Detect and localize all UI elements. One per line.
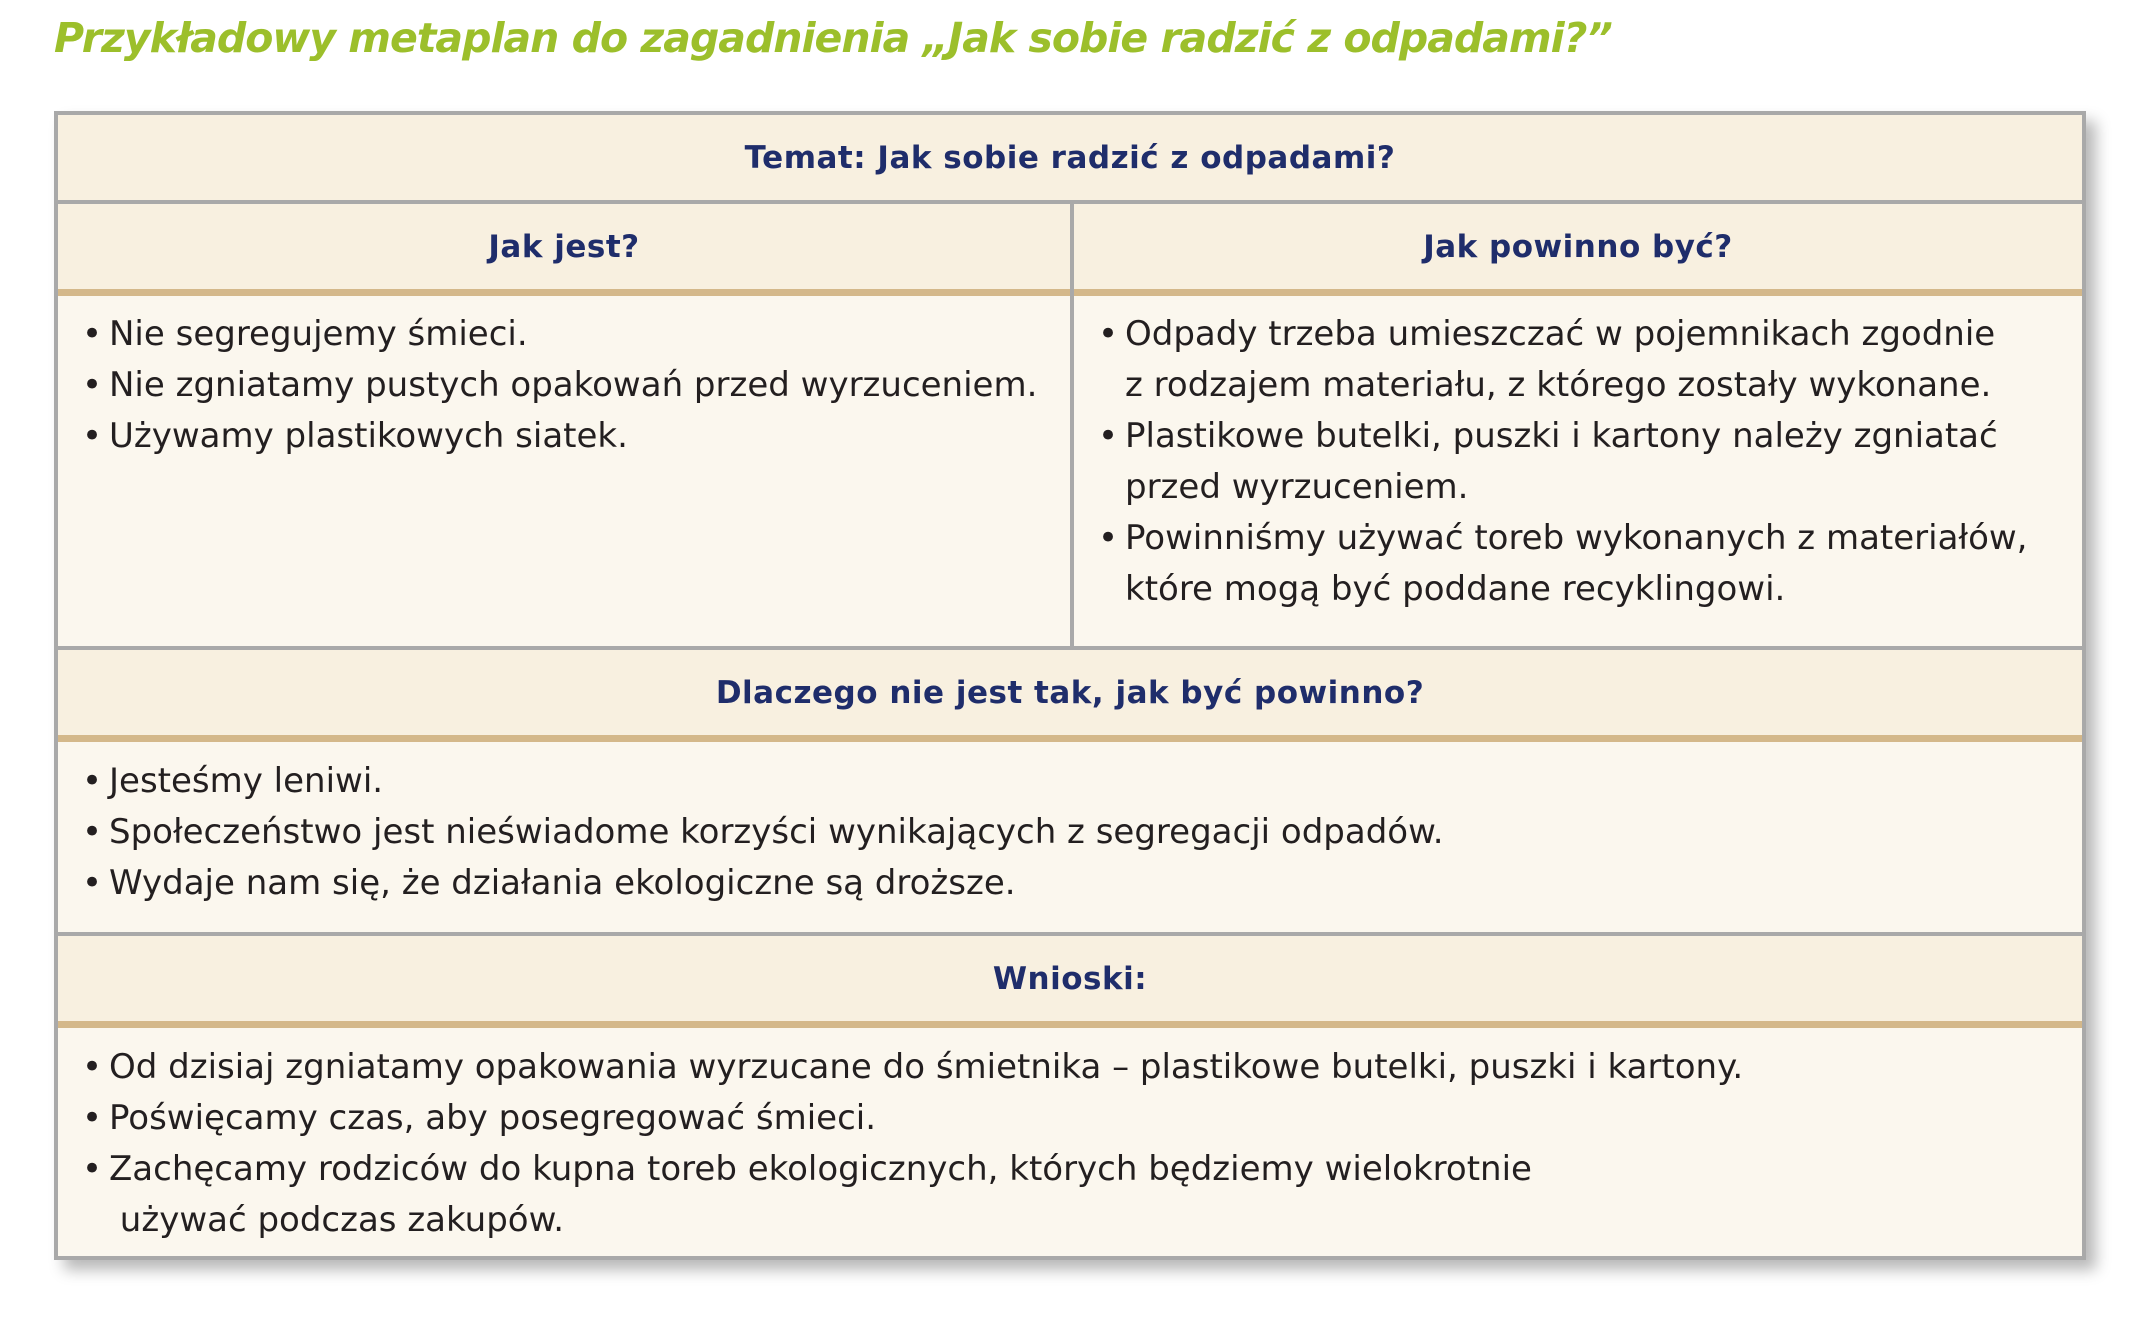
column-divider [1070,204,1074,646]
list-item [76,858,2076,909]
accent-divider [58,1021,2082,1028]
list-item-text: Zachęcamy rodziców do kupna toreb ekologicznych, których będziemy wielokrotnie [109,1149,1532,1189]
is-cell [76,309,1066,639]
topic-header: Temat: Jak sobie radzić z odpadami? [58,115,2082,200]
list-item-text-continued: przed wyrzuceniem. [1125,467,1469,507]
list-item-text: Społeczeństwo jest nieświadome korzyści wynikających z segregacji odpadów. [109,812,1444,852]
bullet-icon: • [1098,314,1119,354]
list-item-text: Używamy plastikowych siatek. [109,416,628,456]
bullet-icon: • [82,863,103,903]
list-item [76,411,1066,462]
list-item-text: Poświęcamy czas, aby posegregować śmieci. [109,1098,877,1138]
bullet-icon: • [82,314,103,354]
list-item-text: Plastikowe butelki, puszki i kartony należy zgniatać [1125,416,1998,456]
list-item-text: Wydaje nam się, że działania ekologiczne są droższe. [109,863,1016,903]
list-item [76,309,1066,360]
list-item [76,1042,2076,1093]
why-header: Dlaczego nie jest tak, jak być powinno? [58,650,2082,735]
list-item [76,756,2076,807]
list-item-text: Nie segregujemy śmieci. [109,314,528,354]
should-list [1092,309,2078,615]
conclusions-header: Wnioski: [58,936,2082,1021]
conclusions-cell [76,1042,2076,1252]
list-item [76,360,1066,411]
list-item-text: Od dzisiaj zgniatamy opakowania wyrzucane do śmietnika – plastikowe butelki, puszki i kartony. [109,1047,1744,1087]
list-item-text: Jesteśmy leniwi. [109,761,384,801]
should-header: Jak powinno być? [1074,204,2082,289]
accent-divider [58,735,2082,742]
list-item-text-continued: używać podczas zakupów. [109,1200,565,1240]
page-title: Przykładowy metaplan do zagadnienia „Jak sobie radzić z odpadami?” [54,14,1612,62]
should-cell [1092,309,2078,639]
list-item [76,807,2076,858]
metaplan-table [54,111,2086,1260]
list-item-text-continued: z rodzajem materiału, z którego zostały wykonane. [1125,365,1992,405]
list-item [1092,309,2078,411]
bullet-icon: • [82,1047,103,1087]
why-cell [76,756,2076,926]
list-item-text: Nie zgniatamy pustych opakowań przed wyrzuceniem. [109,365,1038,405]
bullet-icon: • [82,812,103,852]
bullet-icon: • [82,1149,103,1189]
list-item [76,1144,2076,1246]
why-list [76,756,2076,909]
list-item-text: Powinniśmy używać toreb wykonanych z materiałów, [1125,518,2028,558]
is-list [76,309,1066,462]
bullet-icon: • [1098,518,1119,558]
bullet-icon: • [82,365,103,405]
list-item-text-continued: które mogą być poddane recyklingowi. [1125,569,1786,609]
bullet-icon: • [82,416,103,456]
bullet-icon: • [82,1098,103,1138]
list-item [1092,411,2078,513]
list-item-text: Odpady trzeba umieszczać w pojemnikach zgodnie [1125,314,1996,354]
list-item [1092,513,2078,615]
conclusions-list [76,1042,2076,1246]
bullet-icon: • [82,761,103,801]
is-header: Jak jest? [58,204,1070,289]
list-item [76,1093,2076,1144]
bullet-icon: • [1098,416,1119,456]
